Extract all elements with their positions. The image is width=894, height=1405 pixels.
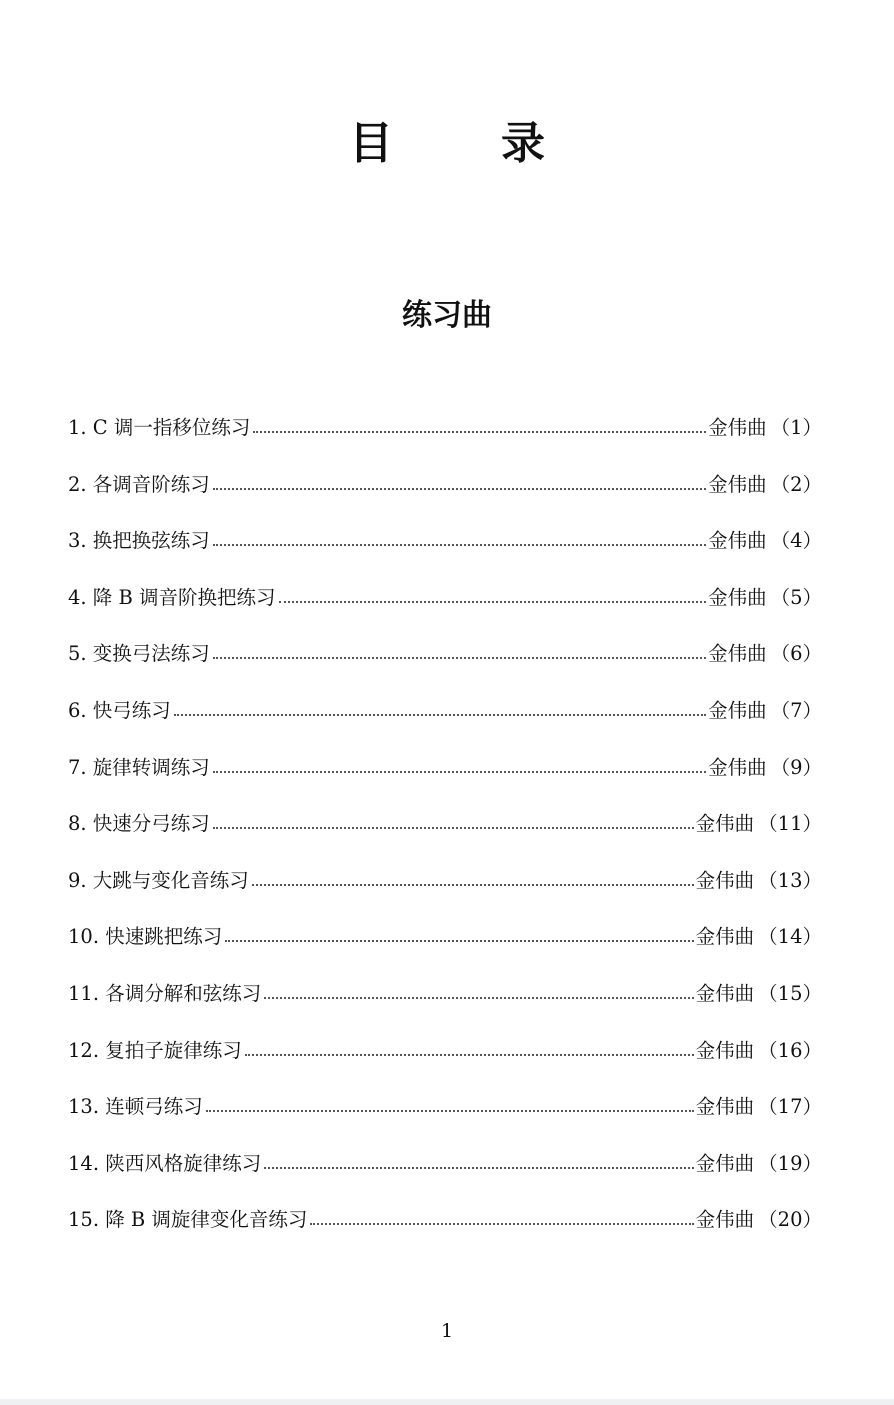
toc-entry-title: 13. 连顿弓练习 [68,1095,203,1119]
toc-entry[interactable] [68,691,822,748]
dot-leader [279,600,707,603]
toc-entry-title: 4. 降 B 调音阶换把练习 [68,585,276,609]
toc-entry-page: （4） [770,529,822,553]
toc-entry-title: 12. 复拍子旋律练习 [68,1038,242,1062]
toc-entry-composer: 金伟曲 [695,812,755,836]
toc-entry-page: （6） [770,642,822,666]
toc-entry-page: （20） [758,1208,822,1232]
toc-entry-page: （5） [770,585,822,609]
toc-entry-page: （15） [758,981,822,1005]
dot-leader [206,1109,694,1112]
toc-entry-title: 2. 各调音阶练习 [68,472,210,496]
toc-entry-composer: 金伟曲 [695,1095,755,1119]
toc-entry[interactable] [68,521,822,578]
toc-entry-page: （9） [770,755,822,779]
toc-entry-composer: 金伟曲 [708,585,767,609]
toc-entry[interactable] [68,917,822,974]
dot-leader [213,770,706,773]
toc-entry-title: 11. 各调分解和弦练习 [68,981,262,1005]
dot-leader [174,713,706,716]
dot-leader [245,1053,694,1056]
toc-entry-composer: 金伟曲 [695,1038,755,1062]
toc-entry-page: （14） [758,925,822,949]
toc-entry-composer: 金伟曲 [695,1151,755,1175]
toc-entry[interactable] [68,408,822,465]
toc-entry-title: 15. 降 B 调旋律变化音练习 [68,1208,308,1232]
toc-entry-composer: 金伟曲 [708,472,767,496]
dot-leader [213,543,706,546]
dot-leader [264,996,693,999]
toc-entry-page: （17） [758,1095,822,1119]
toc-entry-composer: 金伟曲 [708,698,767,722]
toc-entry-composer: 金伟曲 [708,529,767,553]
toc-entry-composer: 金伟曲 [695,925,755,949]
toc-entry[interactable] [68,1087,822,1144]
toc-entry-title: 1. C 调一指移位练习 [68,416,251,439]
toc-entry-page: （1） [770,416,822,439]
table-of-contents [68,408,822,1257]
dot-leader [213,487,706,490]
section-title: 练习曲 [402,298,492,333]
dot-leader [213,826,694,829]
toc-entry-title: 10. 快速跳把练习 [68,925,223,949]
toc-entry-title: 14. 陕西风格旋律练习 [68,1151,262,1175]
toc-entry[interactable] [68,1144,822,1201]
toc-entry-page: （7） [770,698,822,722]
toc-entry-page: （11） [758,812,822,836]
toc-entry-composer: 金伟曲 [708,416,767,439]
toc-entry-title: 6. 快弓练习 [68,698,171,722]
dot-leader [225,939,693,942]
toc-entry-page: （2） [770,472,822,496]
dot-leader [213,656,706,659]
dot-leader [253,430,706,433]
page-bottom-edge [0,1399,894,1405]
toc-entry-composer: 金伟曲 [708,755,767,779]
toc-entry[interactable] [68,634,822,691]
toc-entry-page: （13） [758,868,822,892]
toc-entry[interactable] [68,861,822,918]
page-title-char-1: 目 [349,118,393,169]
toc-entry[interactable] [68,578,822,635]
toc-entry[interactable] [68,804,822,861]
toc-entry-title: 9. 大跳与变化音练习 [68,868,249,892]
page-title-char-2: 录 [501,118,545,169]
toc-entry[interactable] [68,748,822,805]
toc-entry-title: 7. 旋律转调练习 [68,755,210,779]
page-number: 1 [440,1320,454,1342]
toc-entry-title: 3. 换把换弦练习 [68,529,210,553]
dot-leader [310,1222,693,1225]
toc-entry[interactable] [68,1031,822,1088]
toc-entry[interactable] [68,465,822,522]
toc-entry-title: 5. 变换弓法练习 [68,642,210,666]
toc-entry-composer: 金伟曲 [708,642,767,666]
toc-entry-page: （16） [758,1038,822,1062]
toc-entry-composer: 金伟曲 [695,868,755,892]
toc-entry-composer: 金伟曲 [695,1208,755,1232]
toc-entry-page: （19） [758,1151,822,1175]
page-title [0,112,894,176]
toc-entry[interactable] [68,974,822,1031]
toc-entry[interactable] [68,1200,822,1257]
dot-leader [264,1166,693,1169]
toc-entry-title: 8. 快速分弓练习 [68,812,210,836]
toc-entry-composer: 金伟曲 [695,981,755,1005]
dot-leader [252,883,694,886]
